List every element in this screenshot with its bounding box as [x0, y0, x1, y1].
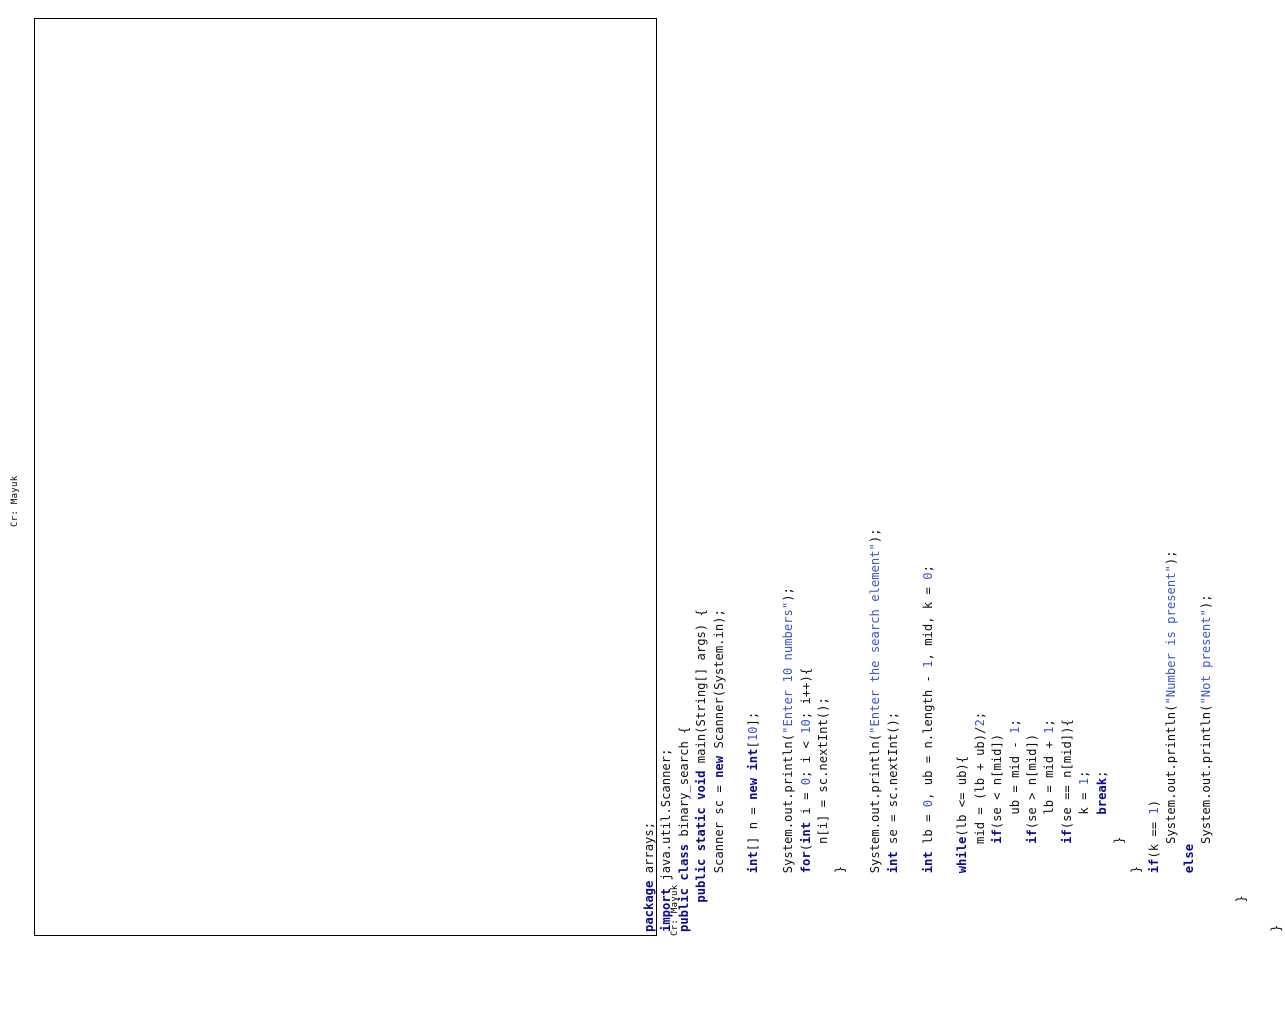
code-token-plain: (lb <= ub){ — [955, 755, 970, 837]
code-token-plain: ; — [1042, 719, 1057, 727]
code-token-plain — [694, 800, 708, 807]
credit-label-bottom: Cr: Mayuk — [10, 475, 20, 527]
code-token-plain: ); — [868, 528, 883, 544]
code-token-plain: ; i++){ — [798, 667, 813, 720]
code-token-plain: binary_search { — [676, 726, 691, 844]
code-line — [973, 712, 987, 932]
code-token-plain: i = — [798, 785, 813, 822]
code-line — [746, 712, 760, 932]
code-line — [921, 565, 935, 932]
code-token-plain: (se == n[mid]){ — [1059, 719, 1074, 830]
credit-label-top: Cr: Mayuk — [670, 884, 680, 936]
code-line — [990, 734, 1004, 932]
code-token-plain — [955, 873, 969, 932]
code-token-plain — [694, 903, 708, 932]
code-token-plain: } — [833, 865, 848, 932]
code-token-plain: lb = — [920, 807, 935, 852]
code-token-plain — [746, 873, 760, 932]
code-token-plain: ; — [920, 565, 935, 573]
code-token-plain: lb = mid + — [1042, 733, 1057, 932]
code-line — [1095, 771, 1109, 932]
code-line — [1042, 719, 1056, 932]
code-token-num: 10 — [746, 726, 761, 742]
code-token-plain: , ub = n.length - — [920, 667, 935, 800]
code-token-kw: if — [1024, 829, 1039, 844]
code-line — [1147, 800, 1161, 932]
code-token-kw: int — [920, 851, 935, 874]
code-token-plain: ); — [1164, 550, 1179, 566]
code-token-plain: (k == — [1146, 814, 1161, 859]
code-token-str: "Not present" — [1199, 609, 1213, 705]
code-token-num: 1 — [1146, 807, 1161, 815]
code-token-plain: ) — [1146, 799, 1161, 808]
code-token-plain: ; — [1077, 770, 1092, 778]
code-token-kw: else — [1181, 843, 1196, 874]
code-token-plain: ); — [781, 587, 796, 602]
code-line — [799, 668, 813, 932]
code-token-plain — [799, 873, 813, 932]
code-token-plain — [694, 851, 708, 858]
code-token-plain: } — [1129, 865, 1144, 932]
java-source-code — [641, 528, 1285, 932]
code-line — [1234, 895, 1248, 932]
code-line — [1164, 550, 1178, 932]
code-token-plain: k = — [1077, 785, 1092, 932]
code-token-kw: if — [1146, 858, 1161, 874]
code-line — [781, 587, 795, 932]
code-token-plain: n[i] = sc.nextInt(); — [816, 697, 831, 932]
code-token-kw: if — [990, 829, 1005, 844]
code-token-plain: System.out.println( — [868, 733, 883, 932]
code-line — [1008, 719, 1022, 932]
code-token-plain — [1095, 815, 1109, 932]
code-token-kw: if — [1059, 829, 1074, 844]
code-token-kw: public — [676, 887, 691, 932]
code-token-plain — [990, 844, 1004, 932]
code-token-plain: ); — [1199, 594, 1213, 610]
code-token-num: 1 — [1042, 726, 1057, 734]
code-token-plain: arrays; — [642, 821, 656, 881]
code-frame — [34, 18, 657, 936]
code-token-plain: ; — [972, 711, 987, 720]
code-token-plain: (se < n[mid]) — [990, 733, 1005, 830]
code-token-plain — [1147, 873, 1161, 932]
code-token-plain: Scanner(System.in); — [711, 609, 726, 756]
code-token-plain — [1182, 873, 1196, 932]
code-token-plain — [746, 771, 760, 778]
code-token-plain: } — [1111, 836, 1126, 932]
code-line — [1112, 837, 1126, 932]
code-token-num: 1 — [1077, 777, 1092, 786]
code-token-plain: [] n = — [746, 799, 761, 852]
code-token-plain: ; i < — [798, 733, 813, 778]
code-token-plain: Scanner sc = — [711, 777, 726, 932]
code-token-plain: , mid, k = — [920, 579, 935, 661]
code-line — [886, 712, 900, 932]
code-token-kw: int — [885, 851, 900, 874]
code-token-plain: java.util.Scanner; — [659, 748, 674, 888]
code-token-num: 0 — [920, 799, 935, 808]
code-line — [1269, 925, 1283, 932]
code-token-kw: new — [746, 777, 761, 800]
code-token-plain: ]; — [746, 711, 761, 727]
code-token-kw: int — [746, 851, 761, 874]
code-token-kw: break — [1094, 777, 1109, 815]
code-line — [694, 609, 708, 932]
code-line — [1077, 771, 1091, 932]
code-token-kw: import — [659, 887, 674, 932]
code-token-kw: for — [798, 851, 813, 874]
code-token-plain: (se > n[mid]) — [1024, 733, 1039, 830]
code-token-num: 0 — [798, 777, 813, 786]
code-token-plain: System.out.println( — [1164, 704, 1179, 932]
code-token-kw: static — [694, 807, 709, 852]
code-token-str: "Enter 10 numbers" — [781, 601, 796, 734]
code-token-kw: class — [676, 843, 691, 881]
code-token-kw: int — [746, 748, 761, 771]
code-token-num: 1 — [920, 660, 935, 668]
code-token-num: 1 — [1007, 726, 1022, 734]
code-token-plain: System.out.println( — [1199, 704, 1213, 932]
code-token-plain: main(String[] args) { — [694, 609, 709, 771]
code-token-plain: mid = (lb + ub)/ — [972, 726, 987, 932]
code-line — [642, 822, 656, 932]
code-token-plain: ; — [1094, 770, 1109, 778]
code-token-kw: new — [711, 755, 726, 778]
code-token-plain — [921, 873, 935, 932]
code-token-str: "Enter the search element" — [868, 543, 883, 734]
code-token-plain: [ — [746, 741, 761, 749]
code-token-plain: ( — [798, 843, 813, 852]
code-block — [641, 528, 1285, 932]
code-line — [833, 866, 847, 932]
code-token-plain: } — [1268, 924, 1283, 932]
code-token-plain: ub = mid - — [1007, 733, 1022, 932]
code-token-plain — [886, 873, 900, 932]
code-line — [1199, 594, 1213, 932]
code-line — [712, 609, 726, 932]
code-token-plain: ; — [1007, 719, 1022, 727]
code-line — [816, 697, 830, 932]
code-token-plain: System.out.println( — [781, 733, 796, 932]
code-token-plain — [1025, 844, 1039, 932]
code-token-num: 0 — [920, 572, 935, 580]
code-token-num: 10 — [798, 719, 813, 734]
code-token-kw: while — [955, 836, 970, 874]
code-line — [1060, 719, 1074, 932]
code-token-kw: int — [798, 821, 813, 844]
code-token-plain: } — [1233, 895, 1248, 932]
code-token-num: 2 — [972, 719, 987, 727]
code-token-plain — [1060, 844, 1074, 932]
code-token-kw: package — [642, 880, 656, 932]
code-token-str: "Number is present" — [1164, 565, 1179, 705]
code-token-plain: se = sc.nextInt(); — [885, 711, 900, 852]
code-line — [955, 756, 969, 932]
code-token-kw: void — [694, 770, 709, 800]
code-line — [868, 528, 882, 932]
code-token-kw: public — [694, 858, 709, 903]
code-line — [1025, 734, 1039, 932]
code-line — [1182, 844, 1196, 932]
code-line — [1129, 866, 1143, 932]
